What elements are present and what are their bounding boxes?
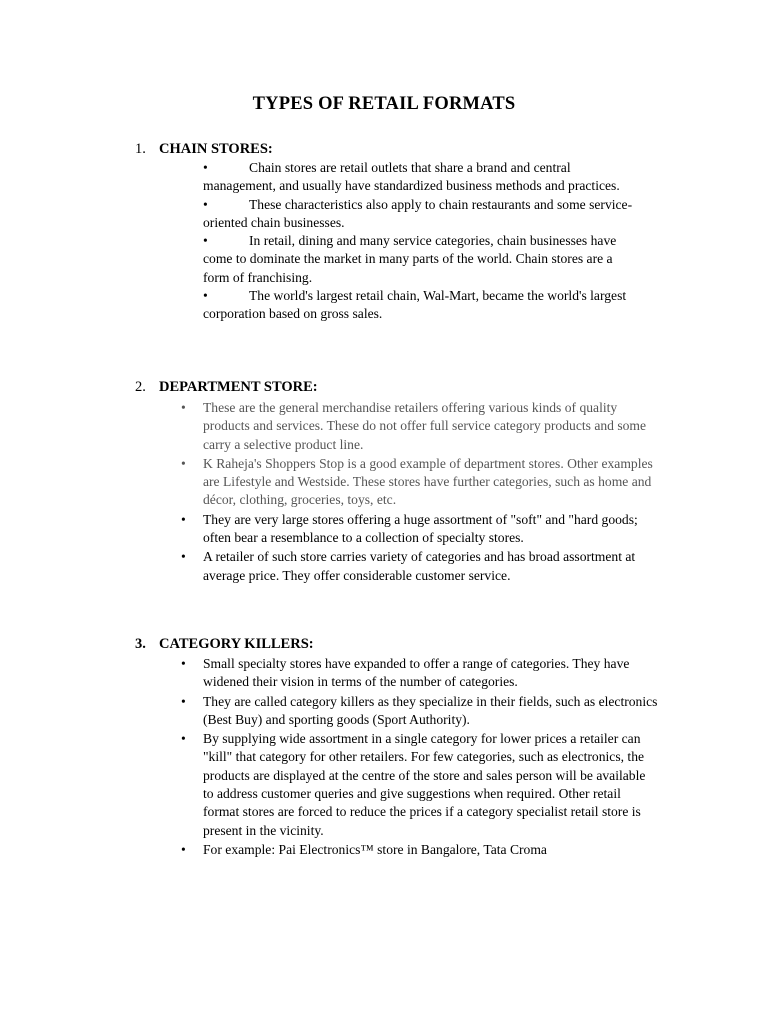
document-title: TYPES OF RETAIL FORMATS [252,94,516,114]
bullet-icon: • [181,693,186,709]
list-item-text: K Raheja's Shoppers Stop is a good example of department stores. Other examples are Lifestyle and Westside. These stores have further categories, such as home and décor, clothing, groceries, toys, etc. [203,455,653,508]
section-heading-chain-stores [135,141,273,158]
list-item [181,841,658,859]
list-item-text: They are called category killers as they specialize in their fields, such as electronics (Best Buy) and sporting goods (Sport Authority). [203,693,658,727]
list-item [181,511,658,548]
list-item [203,159,633,196]
list-item-text: The world's largest retail chain, Wal-Mart, became the world's largest corporation based on gross sales. [203,288,627,322]
chain-stores-list [203,159,633,324]
section-number: 3. [135,636,146,652]
section-title: DEPARTMENT STORE: [159,379,318,395]
section-title: CHAIN STORES: [159,141,273,157]
section-heading-category-killers [135,636,314,653]
bullet-icon: • [203,233,208,249]
section-number: 1. [135,141,146,157]
bullet-icon: • [203,288,208,304]
category-killers-list [181,655,658,860]
list-item-text: For example: Pai Electronics™ store in Bangalore, Tata Croma [203,841,547,857]
list-item-text: These are the general merchandise retailers offering various kinds of quality products and services. These do not offer full service category products and some carry a selective product line. [203,400,647,452]
list-item [181,548,658,585]
bullet-icon: • [181,656,186,671]
list-item-text: In retail, dining and many service categories, chain businesses have come to dominate the market in many parts of the world. Chain stores are a form of franchising. [203,233,617,285]
bullet-icon: • [181,511,186,527]
section-title: CATEGORY KILLERS: [159,636,314,652]
bullet-icon: • [181,731,186,747]
list-item [203,196,633,233]
list-item [203,232,633,287]
list-item [181,730,658,840]
department-store-list [181,399,658,586]
list-item [203,287,633,324]
bullet-icon: • [181,549,186,565]
bullet-icon: • [203,160,208,175]
list-item-text: Chain stores are retail outlets that share a brand and central management, and usually have standardized business methods and practices. [203,160,620,194]
list-item [181,693,658,730]
bullet-icon: • [181,455,186,471]
list-item [181,655,658,692]
list-item-text: They are very large stores offering a huge assortment of "soft" and "hard goods; often bear a resemblance to a collection of specialty stores. [203,511,638,546]
list-item [181,455,658,510]
list-item-text: A retailer of such store carries variety of categories and has broad assortment at average price. They offer considerable customer service. [203,549,636,583]
bullet-icon: • [181,400,186,415]
bullet-icon: • [203,196,208,212]
list-item-text: By supplying wide assortment in a single category for lower prices a retailer can "kill" that category for other retailers. For few categories, such as electronics, the products are displayed at the centre of the store and sales person will be available to address customer queries and give suggestions when required. Other retail format stores are forced to reduce the prices if a category specialist retail store is present in the vicinity. [203,731,646,838]
list-item-text: These characteristics also apply to chain restaurants and some service-oriented chain businesses. [203,196,633,230]
list-item [181,399,658,454]
bullet-icon: • [181,841,186,857]
section-heading-department-store [135,379,318,396]
list-item-text: Small specialty stores have expanded to offer a range of categories. They have widened their vision in terms of the number of categories. [203,656,630,690]
section-number: 2. [135,379,146,395]
